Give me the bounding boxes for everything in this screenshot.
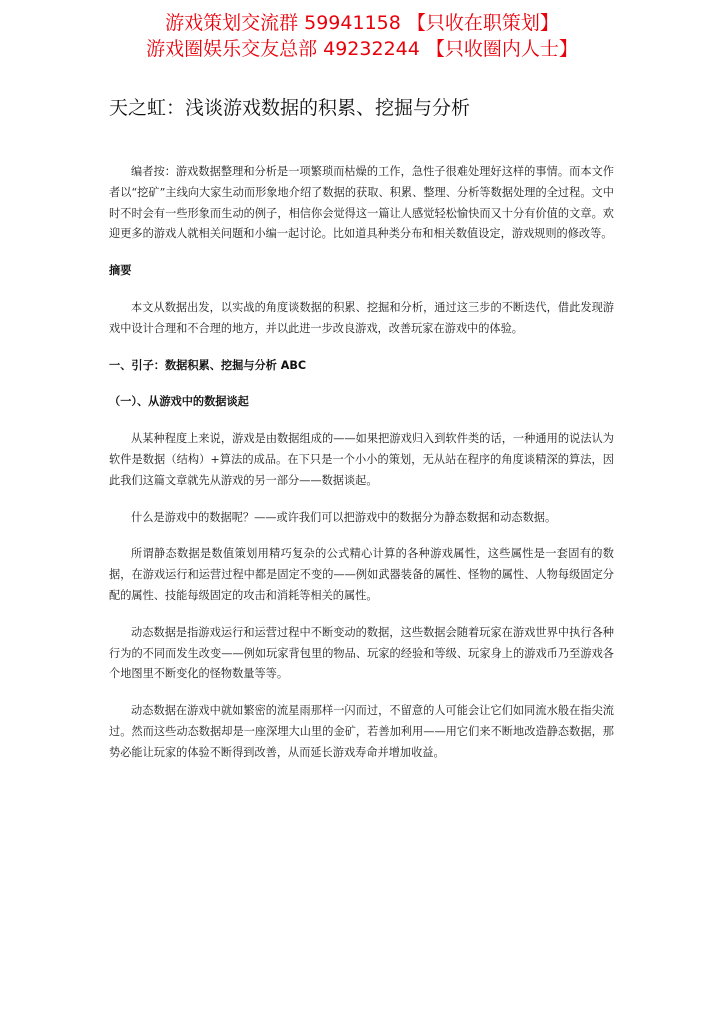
article-body [109, 162, 614, 764]
subsection-heading: （一）、从游戏中的数据谈起 [109, 395, 249, 409]
paragraph: 从某种程度上来说，游戏是由数据组成的——如果把游戏归入到软件类的话，一种通用的说法认为软件是数据（结构）+算法的成品。在下只是一个小小的策划，无从站在程序的角度谈精深的算法，因此我们这篇文章就先从游戏的另一部分——数据谈起。 [109, 432, 614, 487]
editor-note: 编者按：游戏数据整理和分析是一项繁琐而枯燥的工作，急性子很难处理好这样的事情。而本文作者以“挖矿”主线向大家生动而形象地介绍了数据的获取、积累、整理、分析等数据处理的全过程。文中时不时会有一些形象而生动的例子，相信你会觉得这一篇让人感觉轻松愉快而又十分有价值的文章。欢迎更多的游戏人就相关问题和小编一起讨论。比如道具种类分布和相关数值设定，游戏规则的修改等。 [109, 165, 614, 241]
banner-line-1: 游戏策划交流群 59941158 【只收在职策划】 [165, 12, 559, 34]
paragraph: 动态数据在游戏中就如繁密的流星雨那样一闪而过，不留意的人可能会让它们如同流水般在指尖流过。然而这些动态数据却是一座深埋大山里的金矿，若善加利用——用它们来不断地改造静态数据，那势必能让玩家的体验不断得到改善，从而延长游戏寿命并增加收益。 [109, 704, 614, 759]
abstract-heading: 摘要 [109, 264, 132, 278]
paragraph: 动态数据是指游戏运行和运营过程中不断变动的数据，这些数据会随着玩家在游戏世界中执行各种行为的不同而发生改变——例如玩家背包里的物品、玩家的经验和等级、玩家身上的游戏币乃至游戏各个地图里不断变化的怪物数量等等。 [109, 625, 614, 681]
banner-line-2: 游戏圈娱乐交友总部 49232244 【只收圈内人士】 [146, 38, 578, 60]
article-title: 天之虹：浅谈游戏数据的积累、挖掘与分析 [109, 97, 471, 119]
paragraph: 什么是游戏中的数据呢？——或许我们可以把游戏中的数据分为静态数据和动态数据。 [131, 510, 557, 524]
paragraph: 所谓静态数据是数值策划用精巧复杂的公式精心计算的各种游戏属性，这些属性是一套固有的数据，在游戏运行和运营过程中都是固定不变的——例如武器装备的属性、怪物的属性、人物每级固定分配的属性、技能每级固定的攻击和消耗等相关的属性。 [109, 547, 614, 602]
abstract-text: 本文从数据出发，以实战的角度谈数据的积累、挖掘和分析，通过这三步的不断迭代，借此发现游戏中设计合理和不合理的地方，并以此进一步改良游戏，改善玩家在游戏中的体验。 [109, 300, 614, 335]
promo-banner [0, 10, 724, 62]
section-heading: 一、引子：数据积累、挖掘与分析 ABC [109, 358, 307, 372]
